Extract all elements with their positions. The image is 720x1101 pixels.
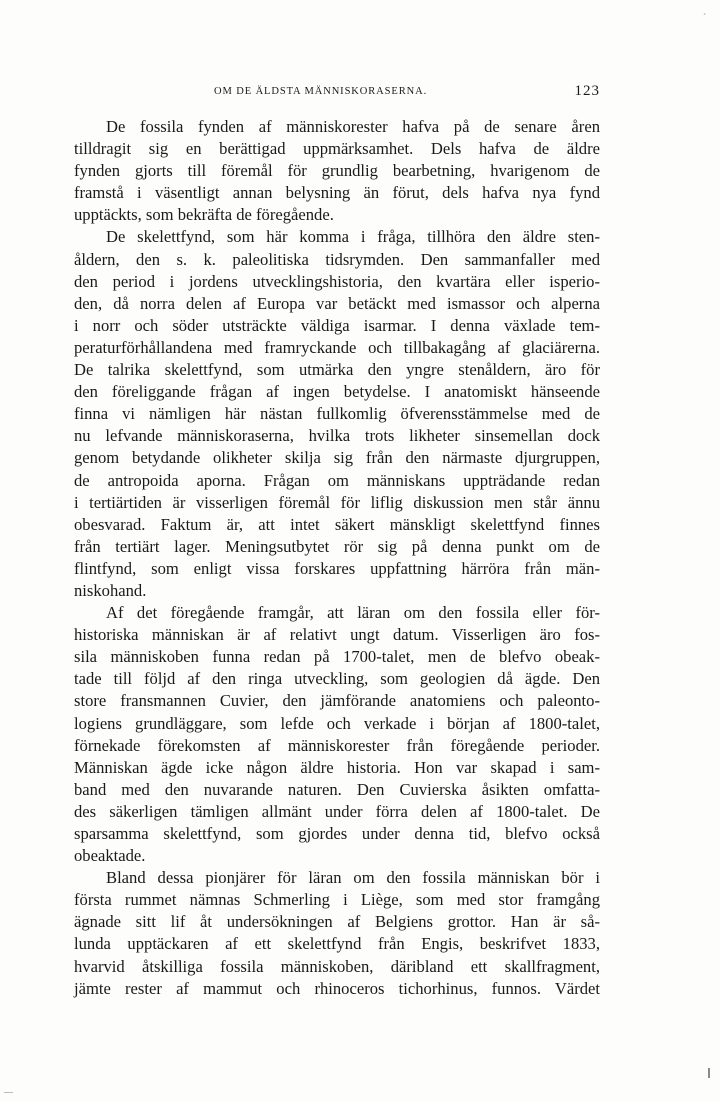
text-line: finna vi nämligen här nästan fullkomlig öfverensstämmelse med de	[74, 404, 600, 424]
text-line: flintfynd, som enligt vissa forskares uppfattning härröra från män-	[74, 558, 600, 578]
running-head	[74, 83, 600, 106]
scan-margin-mark	[708, 1068, 710, 1078]
body-text	[74, 116, 600, 1000]
scan-corner-mark: ´	[703, 12, 706, 22]
text-line: des säkerligen tämligen allmänt under förra delen af 1800-talet. De	[74, 801, 600, 821]
text-line: de antropoida aporna. Frågan om människans uppträdande redan	[74, 470, 600, 490]
text-line: Bland dessa pionjärer för läran om den fossila människan bör i	[106, 868, 600, 888]
text-line: åldern, den s. k. paleolitiska tidsrymden. Den sammanfaller med	[74, 249, 600, 269]
text-line: niskohand.	[74, 580, 147, 600]
text-line: första rummet nämnas Schmerling i Liège, som med stor framgång	[74, 890, 600, 910]
text-line: den period i jordens utvecklingshistoria, den kvartära eller isperio-	[74, 271, 600, 291]
text-line: De talrika skelettfynd, som utmärka den yngre stenåldern, äro för	[74, 360, 600, 380]
text-line: obesvarad. Faktum är, att intet säkert mänskligt skelettfynd finnes	[74, 514, 600, 534]
text-line: Människan ägde icke någon äldre historia. Hon var skapad i sam-	[74, 757, 600, 777]
text-line: genom betydande olikheter skilja sig från den närmaste djurgruppen,	[74, 448, 600, 468]
running-title: OM DE ÄLDSTA MÄNNISKORASERNA.	[214, 86, 428, 97]
text-line: store fransmannen Cuvier, den jämförande anatomiens och paleonto-	[74, 691, 600, 711]
text-line: Af det föregående framgår, att läran om den fossila eller för-	[106, 603, 600, 623]
text-line: jämte rester af mammut och rhinoceros tichorhinus, funnos. Värdet	[74, 978, 600, 998]
text-line: tade till följd af den ringa utveckling, som geologien då ägde. Den	[74, 669, 600, 689]
text-line: De skelettfynd, som här komma i fråga, tillhöra den äldre sten-	[106, 227, 600, 247]
text-line: hvarvid åtskilliga fossila människoben, däribland ett skallfragment,	[74, 956, 600, 976]
text-line: logiens grundläggare, som lefde och verkade i början af 1800-talet,	[74, 713, 600, 733]
scan-corner-mark: —	[4, 1087, 13, 1097]
text-line: den, då norra delen af Europa var betäckt med ismassor och alperna	[74, 293, 600, 313]
text-line: upptäckts, som bekräfta de föregående.	[74, 205, 334, 225]
text-line: obeaktade.	[74, 846, 146, 866]
text-line: peraturförhållandena med framryckande och tillbakagång af glaciärerna.	[74, 337, 600, 357]
text-line: nu lefvande människoraserna, hvilka trots likheter sinsemellan dock	[74, 426, 600, 446]
text-line: i norr och söder utsträckte väldiga isarmar. I denna växlade tem-	[74, 315, 600, 335]
text-line: från tertiärt lager. Meningsutbytet rör sig på denna punkt om de	[74, 536, 600, 556]
text-line: förnekade förekomsten af människorester från föregående perioder.	[74, 735, 600, 755]
text-line: De fossila fynden af människorester hafva på de senare åren	[106, 117, 600, 136]
text-line: ägnade sitt lif åt undersökningen af Belgiens grottor. Han är så-	[74, 912, 600, 932]
text-line: framstå i väsentligt annan belysning än förut, dels hafva nya fynd	[74, 183, 600, 203]
text-line: lunda upptäckaren af ett skelettfynd från Engis, beskrifvet 1833,	[74, 934, 600, 954]
text-line: historiska människan är af relativt ungt datum. Visserligen äro fos-	[74, 625, 600, 645]
text-line: sparsamma skelettfynd, som gjordes under denna tid, blefvo också	[74, 824, 600, 843]
text-line: band med den nuvarande naturen. Den Cuvierska åsikten omfatta-	[74, 779, 600, 799]
text-line: fynden gjorts till föremål för grundlig bearbetning, hvarigenom de	[74, 161, 600, 181]
text-line: den föreliggande frågan af ingen betydelse. I anatomiskt hänseende	[74, 382, 600, 402]
text-line: sila människoben funna redan på 1700-talet, men de blefvo obeak-	[74, 647, 600, 667]
page-number: 123	[574, 83, 600, 99]
text-line: i tertiärtiden är visserligen föremål för liflig diskussion men står ännu	[74, 492, 600, 512]
text-line: tilldragit sig en berättigad uppmärksamhet. Dels hafva de äldre	[74, 139, 600, 159]
